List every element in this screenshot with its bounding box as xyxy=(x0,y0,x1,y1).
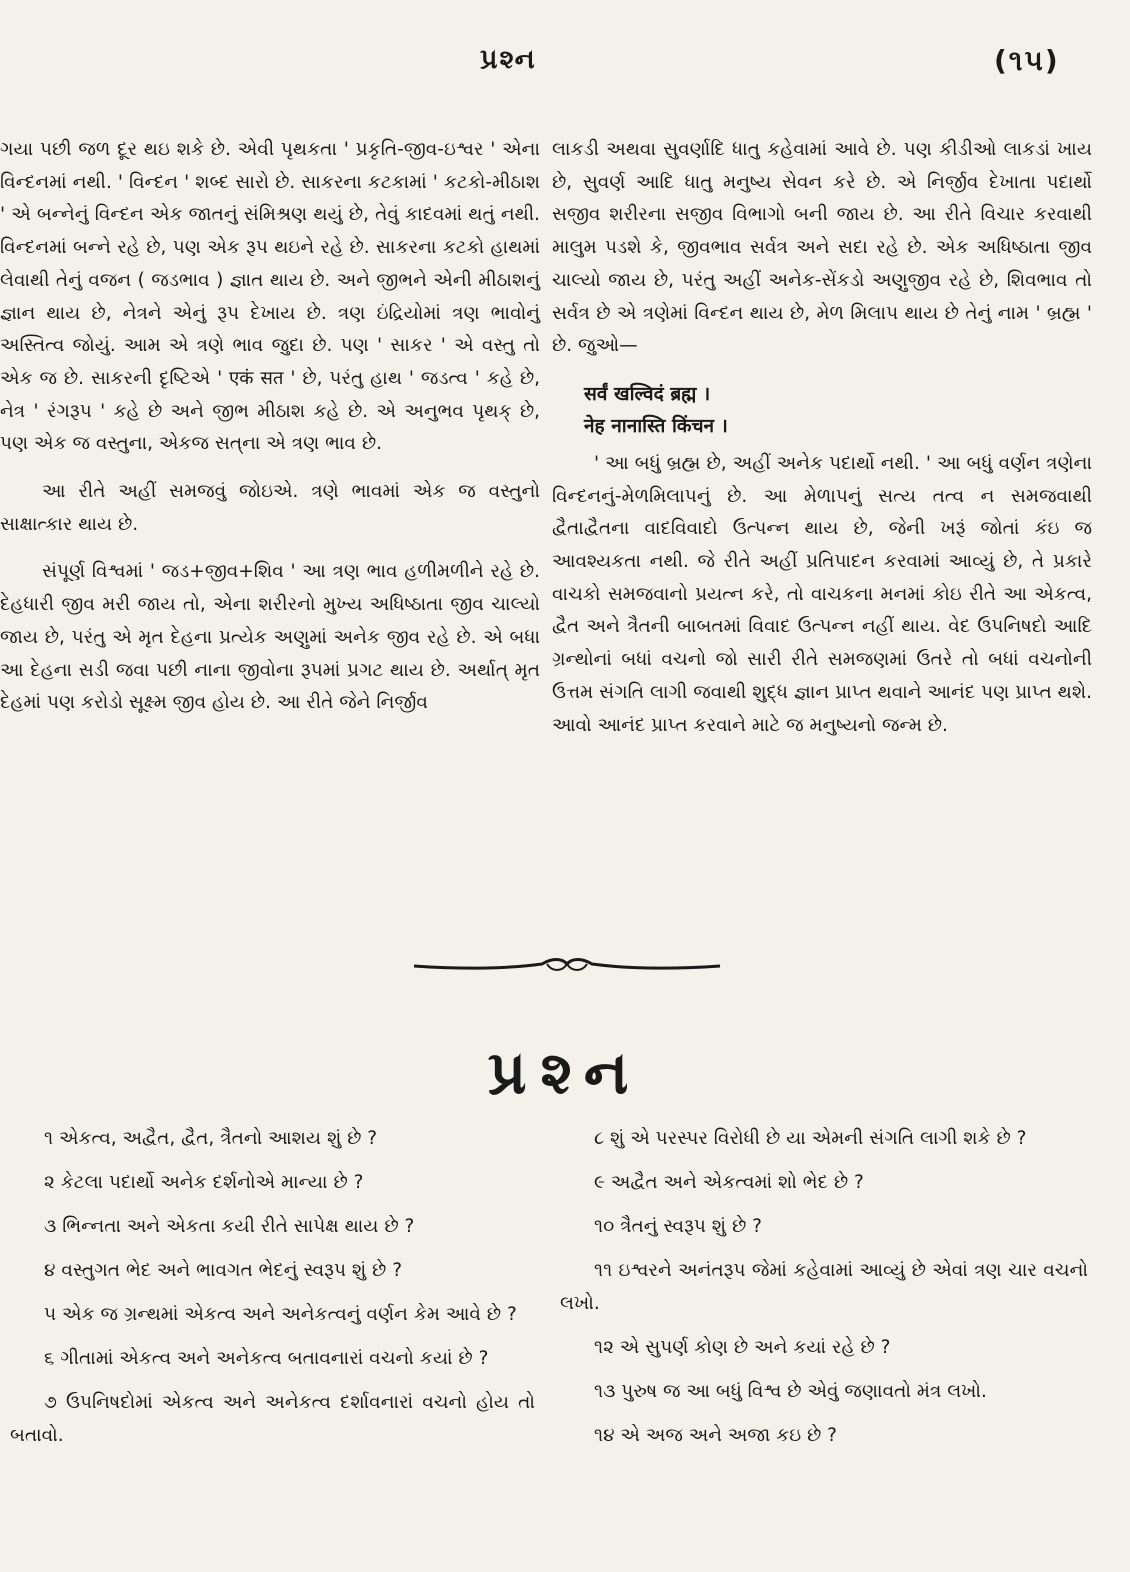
question-item: ૫ એક જ ગ્રન્થમાં એકત્વ અને અનેકત્વનું વર્ણન કેમ આવે છે ? xyxy=(44,1304,517,1325)
sanskrit-line-2: नेह नानास्ति किंचन । xyxy=(584,414,728,437)
sanskrit-quote xyxy=(552,378,1092,442)
question-item: ૪ વસ્તુગત ભેદ અને ભાવગત ભેદનું સ્વરૂપ શું છે ? xyxy=(44,1260,403,1281)
page-number: (૧૫) xyxy=(994,44,1060,77)
paragraph: ગયા પછી જળ દૂર થઇ શકે છે. એવી પૃથકતા ' પ્રકૃતિ-જીવ-ઇશ્વર ' એના વિન્દનમાં નથી. ' વિન્દન ' શબ્દ સારો છે. સાકરના કટકામાં ' કટકો-મીઠાશ ' એ બન્નેનું વિન્દન એક જાતનું સંમિશ્રણ થયું છે, તેવું કાદવમાં થતું નથી. વિન્દનમાં બન્ને રહે છે, પણ એક રૂપ થઇને રહે છે. સાકરના કટકો હાથમાં લેવાથી તેનું વજન ( જડભાવ ) જ્ઞાત થાય છે. અને જીભને એની મીઠાશનું જ્ઞાન થાય છે, નેત્રને એનું રૂપ દેખાય છે. ત્રણ ઇંદ્રિયોમાં ત્રણ ભાવોનું અસ્તિત્વ જોયું. આમ એ ત્રણે ભાવ જુદા છે. પણ ' સાકર ' એ વસ્તુ તો એક જ છે. સાકરની દૃષ્ટિએ ' एकं सत ' છે, પરંતુ હાથ ' જડત્વ ' કહે છે, નેત્ર ' રંગરૂપ ' કહે છે અને જીભ મીઠાશ કહે છે. એ અનુભવ પૃથક્ છે, પણ એક જ વસ્તુના, એકજ સત્‌ના એ ત્રણ ભાવ છે. xyxy=(0,139,540,455)
paragraph: આ રીતે અહીં સમજવું જોઇએ. ત્રણે ભાવમાં એક જ વસ્તુનો સાક્ષાત્કાર થાય છે. xyxy=(0,481,540,535)
sanskrit-line-1: सर्वं खल्विदं ब्रह्म । xyxy=(584,382,711,405)
page-header-title: પ્રશ્ન xyxy=(480,44,537,75)
left-text-column xyxy=(0,134,540,735)
questions-heading: પ્રશ્ન xyxy=(487,1038,643,1108)
question-item: ૮ શું એ પરસ્પર વિરોધી છે યા એમની સંગતિ લાગી શકે છે ? xyxy=(594,1128,1027,1149)
question-item: ૧૪ એ અજ અને અજા કઇ છે ? xyxy=(594,1425,837,1446)
questions-right-column xyxy=(560,1122,1088,1463)
question-item: ૬ ગીતામાં એકત્વ અને અનેકત્વ બતાવનારાં વચનો કયાં છે ? xyxy=(44,1348,489,1369)
right-text-column xyxy=(552,134,1092,757)
paragraph: ' આ બધું બ્રહ્મ છે, અહીં અનેક પદાર્થો નથી. ' આ બધું વર્ણન ત્રણેના વિન્દનનું-મેળમિલાપનું છે. આ મેળાપનું સત્ય તત્વ ન સમજવાથી દ્વૈતાદ્વૈતના વાદવિવાદો ઉત્પન્ન થાય છે, જેની ખરૂં જોતાં કંઇ જ આવશ્યકતા નથી. જે રીતે અહીં પ્રતિપાદન કરવામાં આવ્યું છે, તે પ્રકારે વાચકો સમજવાનો પ્રયત્ન કરે, તો વાચકના મનમાં કોઇ રીતે આ એકત્વ, દ્વૈત અને ત્રૈતની બાબતમાં વિવાદ ઉત્પન્ન નહીં થાય. વેદ ઉપનિષદો આદિ ગ્રન્થોનાં બધાં વચનો જો સારી રીતે સમજણમાં ઉતરે તો બધાં વચનોની ઉત્તમ સંગતિ લાગી જવાથી શુદ્ધ જ્ઞાન પ્રાપ્ત થવાને આનંદ પણ પ્રાપ્ત થશે. આવો આનંદ પ્રાપ્ત કરવાને માટે જ મનુષ્યનો જન્મ છે. xyxy=(552,452,1092,736)
ornamental-divider xyxy=(412,950,722,980)
question-item: ૨ કેટલા પદાર્થો અનેક દર્શનોએ માન્યા છે ? xyxy=(44,1172,364,1193)
question-item: ૧૨ એ સુપર્ણ કોણ છે અને કયાં રહે છે ? xyxy=(594,1337,891,1358)
questions-left-column xyxy=(10,1122,535,1463)
paragraph: લાકડી અથવા સુવર્ણાદિ ધાતુ કહેવામાં આવે છે. પણ કીડીઓ લાકડાં ખાય છે, સુવર્ણ આદિ ધાતુ મનુષ્ય સેવન કરે છે. એ નિર્જીવ દેખાતા પદાર્થો સજીવ શરીરના સજીવ વિભાગો બની જાય છે. આ રીતે વિચાર કરવાથી માલુમ પડશે કે, જીવભાવ સર્વત્ર અને સદા રહે છે. એક અધિષ્ઠાતા જીવ ચાલ્યો જાય છે, પરંતુ અહીં અનેક-સેંકડો અણુજીવ રહે છે, શિવભાવ તો સર્વત્ર છે એ ત્રણેમાં વિન્દન થાય છે, મેળ મિલાપ થાય છે તેનું નામ ' બ્રહ્મ ' છે. જુઓ— xyxy=(552,139,1092,357)
question-item: ૭ ઉપનિષદોમાં એકત્વ અને અનેકત્વ દર્શાવનારાં વચનો હોય તો બતાવો. xyxy=(10,1392,535,1446)
question-item: ૧૦ ત્રૈતનું સ્વરૂપ શું છે ? xyxy=(594,1216,762,1237)
question-item: ૧૩ પુરુષ જ આ બધું વિશ્વ છે એવું જણાવતો મંત્ર લખો. xyxy=(594,1381,987,1402)
paragraph: સંપૂર્ણ વિશ્વમાં ' જડ+જીવ+શિવ ' આ ત્રણ ભાવ હળીમળીને રહે છે. દેહધારી જીવ મરી જાય તો, એના શરીરનો મુખ્ય અધિષ્ઠાતા જીવ ચાલ્યો જાય છે, પરંતુ એ મૃત દેહના પ્રત્યેક અણુમાં અનેક જીવ રહે છે. એ બધા આ દેહના સડી જવા પછી નાના જીવોના રૂપમાં પ્રગટ થાય છે. અર્થાત્ મૃત દેહમાં પણ કરોડો સૂક્ષ્મ જીવ હોય છે. આ રીતે જેને નિર્જીવ xyxy=(0,561,540,714)
question-item: ૩ ભિન્નતા અને એકતા કયી રીતે સાપેક્ષ થાય છે ? xyxy=(44,1216,415,1237)
question-item: ૧૧ ઇશ્વરને અનંતરૂપ જેમાં કહેવામાં આવ્યું છે એવાં ત્રણ ચાર વચનો લખો. xyxy=(560,1260,1088,1314)
question-item: ૯ અદ્વૈત અને એકત્વમાં શો ભેદ છે ? xyxy=(594,1172,864,1193)
question-item: ૧ એકત્વ, અદ્વૈત, દ્વૈત, ત્રૈતનો આશય શું છે ? xyxy=(44,1128,378,1149)
